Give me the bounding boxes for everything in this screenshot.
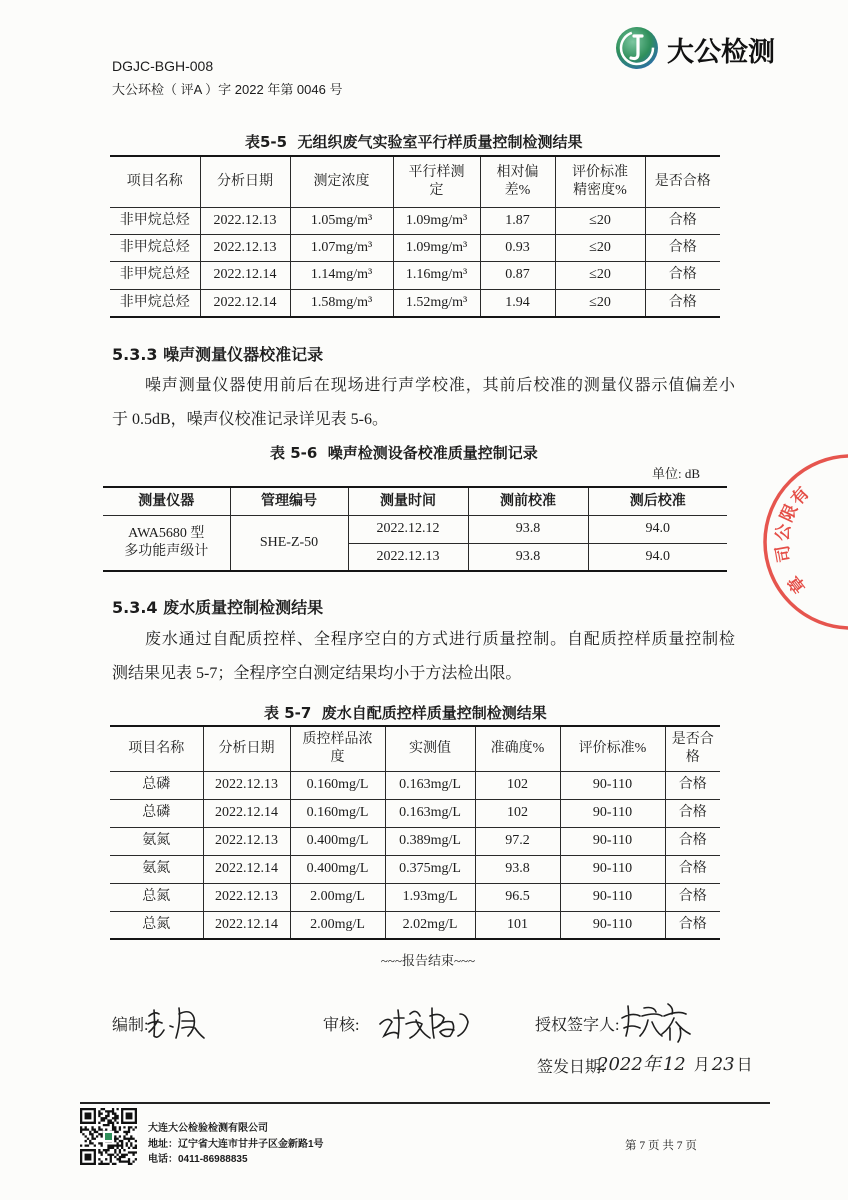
issue-date bbox=[597, 1050, 755, 1076]
cell-measured: 1.14mg/m³ bbox=[290, 261, 393, 289]
cell-qualified: 合格 bbox=[645, 234, 720, 261]
table-header-row bbox=[110, 156, 720, 207]
paragraph-5-3-3-line-2: 于 0.5dB，噪声仪校准记录详见表 5-6。 bbox=[112, 411, 389, 428]
column-header: 管理编号 bbox=[230, 487, 348, 515]
cell-item: 非甲烷总烃 bbox=[110, 261, 200, 289]
cell-measured: 0.389mg/L bbox=[385, 827, 475, 855]
table-row bbox=[110, 289, 720, 317]
cell-item: 氨氮 bbox=[110, 855, 203, 883]
cell-standard: 90-110 bbox=[560, 883, 665, 911]
table-5-6-title: 表 5-6 噪声检测设备校准质量控制记录 bbox=[270, 444, 538, 462]
cell-item: 总氮 bbox=[110, 911, 203, 939]
column-header: 是否合格 bbox=[645, 156, 720, 207]
cell-date: 2022.12.13 bbox=[203, 827, 290, 855]
issue-month-unit: 月 bbox=[693, 1057, 710, 1074]
column-header: 评价标准 精密度% bbox=[555, 156, 645, 207]
cell-standard: ≤20 bbox=[555, 234, 645, 261]
seal-char: 章 bbox=[784, 571, 811, 597]
cell-parallel: 1.52mg/m³ bbox=[393, 289, 480, 317]
qr-center-logo bbox=[105, 1133, 112, 1140]
cell-accuracy: 102 bbox=[475, 799, 560, 827]
cell-deviation: 1.94 bbox=[480, 289, 555, 317]
authorized-signer-label: 授权签字人: bbox=[535, 1017, 620, 1034]
table-row bbox=[110, 911, 720, 939]
cell-qualified: 合格 bbox=[665, 799, 720, 827]
cell-accuracy: 101 bbox=[475, 911, 560, 939]
column-header: 项目名称 bbox=[110, 156, 200, 207]
cell-before: 93.8 bbox=[468, 543, 588, 571]
cell-sample-conc: 0.160mg/L bbox=[290, 771, 385, 799]
cell-date: 2022.12.13 bbox=[200, 207, 290, 234]
reviewer-label: 审核: bbox=[323, 1017, 360, 1034]
column-header: 测前校准 bbox=[468, 487, 588, 515]
cell-item: 总磷 bbox=[110, 771, 203, 799]
footer-address: 地址：辽宁省大连市甘井子区金新路1号 bbox=[148, 1139, 324, 1150]
qr-code-icon bbox=[80, 1108, 137, 1165]
column-header: 相对偏 差% bbox=[480, 156, 555, 207]
compiler-signature bbox=[146, 1004, 208, 1044]
cell-standard: 90-110 bbox=[560, 799, 665, 827]
column-header: 质控样品浓 度 bbox=[290, 726, 385, 771]
cell-qualified: 合格 bbox=[665, 883, 720, 911]
issue-day: 23 bbox=[711, 1054, 735, 1075]
section-5-3-4-heading: 5.3.4 废水质量控制检测结果 bbox=[112, 598, 324, 617]
table-row bbox=[110, 207, 720, 234]
issue-year: 2022 bbox=[597, 1054, 643, 1075]
column-header: 分析日期 bbox=[200, 156, 290, 207]
column-header: 分析日期 bbox=[203, 726, 290, 771]
cell-qualified: 合格 bbox=[645, 207, 720, 234]
cell-standard: 90-110 bbox=[560, 771, 665, 799]
cell-sample-conc: 0.400mg/L bbox=[290, 827, 385, 855]
logo-text: 大公检测 bbox=[667, 37, 775, 68]
cell-item: 非甲烷总烃 bbox=[110, 289, 200, 317]
cell-sample-conc: 0.160mg/L bbox=[290, 799, 385, 827]
table-row bbox=[110, 234, 720, 261]
cell-sample-conc: 2.00mg/L bbox=[290, 911, 385, 939]
column-header: 测量仪器 bbox=[103, 487, 230, 515]
cell-item: 氨氮 bbox=[110, 827, 203, 855]
table-row bbox=[110, 799, 720, 827]
cell-date: 2022.12.13 bbox=[200, 234, 290, 261]
cell-measured: 0.163mg/L bbox=[385, 771, 475, 799]
table-header-row bbox=[110, 726, 720, 771]
cell-instrument bbox=[103, 515, 230, 571]
paragraph-5-3-4-line-2: 测结果见表 5-7；全程序空白测定结果均小于方法检出限。 bbox=[112, 665, 522, 682]
seal-ring bbox=[765, 456, 848, 628]
cell-deviation: 1.87 bbox=[480, 207, 555, 234]
column-header: 准确度% bbox=[475, 726, 560, 771]
cell-measured: 0.375mg/L bbox=[385, 855, 475, 883]
paragraph-5-3-4-line-1: 废水通过自配质控样、全程序空白的方式进行质量控制。自配质控样质量控制检 bbox=[145, 631, 735, 648]
cell-standard: 90-110 bbox=[560, 827, 665, 855]
table-row bbox=[110, 883, 720, 911]
document-code: DGJC-BGH-008 bbox=[112, 58, 214, 74]
issue-month: 12 bbox=[662, 1054, 686, 1075]
cell-date: 2022.12.13 bbox=[203, 771, 290, 799]
table-header-row bbox=[103, 487, 727, 515]
column-header: 测后校准 bbox=[588, 487, 727, 515]
seal-char: 司 bbox=[772, 543, 796, 564]
cell-sample-conc: 2.00mg/L bbox=[290, 883, 385, 911]
cell-date: 2022.12.14 bbox=[203, 855, 290, 883]
cell-standard: 90-110 bbox=[560, 911, 665, 939]
table-5-5-title: 表5-5 无组织废气实验室平行样质量控制检测结果 bbox=[245, 133, 583, 151]
page-number: 第 7 页 共 7 页 bbox=[625, 1140, 697, 1152]
table-5-5 bbox=[110, 155, 720, 318]
issue-day-unit: 日 bbox=[736, 1057, 753, 1074]
table-row bbox=[110, 261, 720, 289]
cell-date: 2022.12.14 bbox=[203, 911, 290, 939]
column-header: 是否合 格 bbox=[665, 726, 720, 771]
compiler-label: 编制: bbox=[112, 1017, 149, 1034]
table-row bbox=[110, 827, 720, 855]
cell-qualified: 合格 bbox=[665, 771, 720, 799]
cell-measured: 1.07mg/m³ bbox=[290, 234, 393, 261]
cell-accuracy: 96.5 bbox=[475, 883, 560, 911]
cell-measured: 0.163mg/L bbox=[385, 799, 475, 827]
issue-year-unit: 年 bbox=[642, 1054, 661, 1075]
table-row bbox=[110, 771, 720, 799]
cell-parallel: 1.09mg/m³ bbox=[393, 207, 480, 234]
cell-date: 2022.12.14 bbox=[200, 261, 290, 289]
cell-before: 93.8 bbox=[468, 515, 588, 543]
table-5-7 bbox=[110, 725, 720, 940]
table-5-7-title: 表 5-7 废水自配质控样质量控制检测结果 bbox=[264, 704, 547, 722]
cell-standard: ≤20 bbox=[555, 289, 645, 317]
cell-after: 94.0 bbox=[588, 515, 727, 543]
column-header: 测定浓度 bbox=[290, 156, 393, 207]
seal-char: 有 bbox=[787, 483, 814, 510]
cell-measured: 1.58mg/m³ bbox=[290, 289, 393, 317]
cell-standard: ≤20 bbox=[555, 207, 645, 234]
issue-date-label: 签发日期: bbox=[537, 1059, 606, 1076]
instrument-type: 多功能声级计 bbox=[124, 543, 209, 559]
cell-qualified: 合格 bbox=[665, 911, 720, 939]
instrument-model: AWA5680 型 bbox=[128, 525, 205, 541]
footer-phone: 电话：0411-86988835 bbox=[148, 1154, 248, 1165]
report-end-mark: ~~~报告结束~~~ bbox=[380, 953, 476, 968]
cell-parallel: 1.16mg/m³ bbox=[393, 261, 480, 289]
footer-company: 大连大公检验检测有限公司 bbox=[148, 1123, 268, 1134]
cell-after: 94.0 bbox=[588, 543, 727, 571]
report-number: 大公环检（ 评A ）字 2022 年第 0046 号 bbox=[112, 82, 343, 97]
table-5-6 bbox=[103, 486, 727, 572]
column-header: 实测值 bbox=[385, 726, 475, 771]
cell-time: 2022.12.13 bbox=[348, 543, 468, 571]
red-seal-icon bbox=[755, 450, 848, 635]
column-header: 项目名称 bbox=[110, 726, 203, 771]
cell-deviation: 0.93 bbox=[480, 234, 555, 261]
cell-qualified: 合格 bbox=[645, 289, 720, 317]
cell-item: 非甲烷总烃 bbox=[110, 234, 200, 261]
footer-divider bbox=[80, 1102, 770, 1104]
cell-measured: 1.05mg/m³ bbox=[290, 207, 393, 234]
cell-measured: 1.93mg/L bbox=[385, 883, 475, 911]
cell-item: 总氮 bbox=[110, 883, 203, 911]
cell-accuracy: 93.8 bbox=[475, 855, 560, 883]
section-5-3-3-heading: 5.3.3 噪声测量仪器校准记录 bbox=[112, 345, 324, 364]
seal-char: 公 bbox=[772, 522, 795, 543]
cell-accuracy: 102 bbox=[475, 771, 560, 799]
cell-qualified: 合格 bbox=[645, 261, 720, 289]
table-row bbox=[110, 855, 720, 883]
cell-qualified: 合格 bbox=[665, 827, 720, 855]
cell-measured: 2.02mg/L bbox=[385, 911, 475, 939]
table-row bbox=[103, 515, 727, 543]
cell-item: 总磷 bbox=[110, 799, 203, 827]
cell-date: 2022.12.14 bbox=[200, 289, 290, 317]
paragraph-5-3-3-line-1: 噪声测量仪器使用前后在现场进行声学校准，其前后校准的测量仪器示值偏差小 bbox=[145, 377, 735, 394]
cell-standard: 90-110 bbox=[560, 855, 665, 883]
cell-deviation: 0.87 bbox=[480, 261, 555, 289]
cell-accuracy: 97.2 bbox=[475, 827, 560, 855]
cell-standard: ≤20 bbox=[555, 261, 645, 289]
column-header: 平行样测 定 bbox=[393, 156, 480, 207]
cell-management-no: SHE-Z-50 bbox=[230, 515, 348, 571]
column-header: 测量时间 bbox=[348, 487, 468, 515]
logo-mark-icon bbox=[614, 25, 660, 71]
cell-date: 2022.12.13 bbox=[203, 883, 290, 911]
cell-date: 2022.12.14 bbox=[203, 799, 290, 827]
cell-time: 2022.12.12 bbox=[348, 515, 468, 543]
cell-item: 非甲烷总烃 bbox=[110, 207, 200, 234]
cell-parallel: 1.09mg/m³ bbox=[393, 234, 480, 261]
reviewer-signature bbox=[376, 1000, 476, 1046]
cell-qualified: 合格 bbox=[665, 855, 720, 883]
authorized-signer-signature bbox=[618, 998, 698, 1044]
unit-label: 单位: dB bbox=[652, 466, 701, 481]
seal-char: 限 bbox=[776, 501, 803, 526]
cell-sample-conc: 0.400mg/L bbox=[290, 855, 385, 883]
column-header: 评价标准% bbox=[560, 726, 665, 771]
